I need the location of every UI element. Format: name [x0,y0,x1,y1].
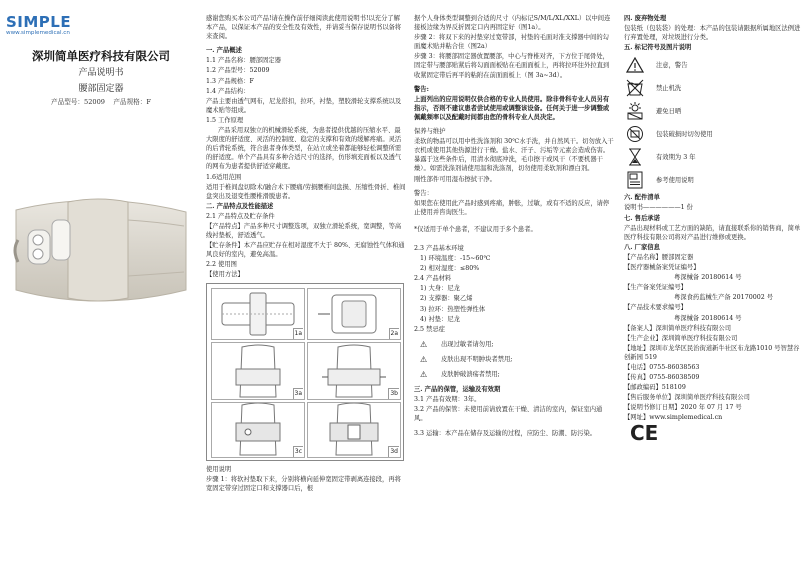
info-tel: 【电话】0755-86038563 [624,363,700,371]
section-5-title: 五. 标记符号及图片说明 [624,44,692,52]
figure-3a-label: 3a [294,390,302,398]
figure-1a [211,288,305,340]
brand-url: www.simplemedical.cn [6,30,70,36]
figure-3b-drawing [308,343,400,399]
contra-text-2: 皮肤出现不明肿块者禁用; [441,355,513,363]
info-reg-value: 粤深械备 20180614 号 [674,274,742,282]
info-date: 【说明书修订日期】2020 年 07 月 17 号 [624,404,742,412]
usage-step-1: 步骤 1：将软衬垫取下来，分别将横向延伸宽固定带剥离连接段，再将宽固定带穿过固定口和支撑器口后，根 [206,475,401,492]
s1-6: 1.6适用范围 [206,173,242,181]
brand-logo: SIMPLE [6,13,72,31]
info-name: 【产品名称】腰部固定器 [624,253,694,261]
product-title: 腰部固定器 [78,84,124,94]
section-4-title: 四. 废弃物处理 [624,15,667,22]
warning-text: 上面列出的应用说明仅供合格的专业人员使用。除非骨科专业人员另有指示，否则不建议患者尝试使用或调整该设备。任何关于进一步调整或佩戴频率以及配戴时间都由您的骨科专业人员决定。 [414,95,610,121]
info-req-value: 粤深械备 20180614 号 [674,314,742,322]
note-title: 警告： [414,189,433,197]
c3-p2: 步骤 2：将双下来的衬垫穿过宽带部，衬垫的毛面对准支撑器中间的勾面魔术贴并粘合住（图2a） [414,34,609,51]
warning-triangle-icon: ⚠ [420,370,428,380]
figure-3a-drawing [212,343,304,399]
doc-title: 产品说明书 [78,68,124,78]
s2-1-b: 【贮存条件】本产品应贮存在相对湿度不大于 80%、无腐蚀性气体和通风良好的室内，避免高温。 [206,242,405,259]
info-website: 【网址】www.simplemedical.cn [624,414,723,422]
figure-3a [211,342,305,400]
care-text-2: 刚性部件可用湿布擦拭干净。 [414,175,496,183]
s1-4-text: 产品主要由透气网布，尼龙搭扣，拉环，衬垫，塑胶滑轮支撑系统以及魔术贴等组成。 [206,97,402,114]
care-title: 保养与维护 [414,128,446,136]
section-8-title: 八. 厂家信息 [624,243,660,251]
s1-4: 1.4 产品结构： [206,87,250,95]
book-icon [624,171,646,189]
s1-2: 1.2 产品型号：52009 [206,67,270,75]
cover-column [6,14,196,107]
section-6-title: 六. 配件清单 [624,194,660,202]
figure-3b [307,342,401,400]
s7-text: 产品出现材料或工艺方面的缺陷，请直接联系你的销售商，简单医疗科技有限公司将对产品进行维修或更换。 [624,224,801,241]
s2-1-a: 【产品特点】产品多种尺寸调整选项，双独立滑轮系统，宽调整，等高线衬垫板，舒适透气。 [206,222,402,240]
s3-2: 3.2 产品的保管：未使用前请放置在干燥、清洁的室内，保证室内通风。 [414,406,603,423]
hourglass-icon [624,148,646,166]
info-address: 【地址】深圳市龙华区民治街道新牛社区布龙路1010 号智慧谷创新园 519 [624,344,800,361]
model-label: 产品型号：52009 [51,98,105,106]
s2-4-1: 1) 大身：尼龙 [420,285,460,293]
symbol-caution-label: 注意，警告 [656,61,688,69]
company-name: 深圳简单医疗科技有限公司 [32,49,170,63]
care-text: 柔软的物品可以用中性洗涤剂和 30℃水手洗，并自然风干。切勿放入干衣机或使用其他热源进行干燥。盐水、汗子、污垢等元素会造成伤害。暴露于这些条件后，用清水彻底冲洗，毛巾擦干或风干（不要机器干燥）。如需洗涤剂请使用温和洗涤剂，切勿使用柔软剂和漂白剂。 [414,138,614,173]
contraindication-2 [420,355,614,364]
model-line [6,98,196,107]
method-label: 【使用方法】 [206,271,244,279]
s1-1: 1.1 产品名称：腰部固定器 [206,57,281,65]
figure-3c-label: 3c [294,448,302,456]
info-reg-label: 【医疗器械备案凭证编号】 [624,264,700,272]
symbol-instructions-label: 参考使用说明 [656,176,694,184]
caution-icon [624,56,646,74]
symbol-caution [624,55,802,75]
s1-5: 1.5 工作原理 [206,116,244,124]
spec-label: 产品规格：F [113,98,151,106]
s2-4-4: 4) 衬垫：尼龙 [420,315,460,323]
usage-title: 使用说明 [206,465,232,473]
usage-figures [206,283,404,461]
info-zip: 【邮政编码】518109 [624,384,686,392]
figure-2a [307,288,401,340]
s2-4: 2.4 产品材料 [414,275,452,283]
contra-text-3: 皮肤肿破溃疡者禁用; [441,371,500,378]
info-fax: 【传真】0755-86038509 [624,374,700,382]
note-text: 如果您在使用此产品时感到疼痛，肿胀，过敏，或有不适的反应，请停止使用并咨询医生。 [414,199,610,216]
c3-p1: 据个人身体类型调整到合适的尺寸（内标记S/M/L/XL/XXL）以中间连接板边缘为界反折固定口内再固定好（图1a）。 [414,15,611,32]
section-3-title: 三. 产品的保管，运输及有效期 [414,386,501,394]
s4-text: 包装纸（包装袋）的处理：本产品的包装请跟据所属地区法例进行弃置处理，对垃圾进行分类。 [624,25,801,42]
instructions-column [414,14,614,440]
figure-3d-label: 3d [390,448,398,456]
info-service: 【售后服务单位】深圳简单医疗科技有限公司 [624,394,750,402]
intro-text: 感谢您购买本公司产品!请在操作前仔细阅读此使用说明书!以充分了解本产品，以保证本产品的安全性及有效性，并请妥当保存说明书以备将来查阅。 [206,15,402,41]
contraindication-3 [420,370,614,379]
symbol-damaged-package-label: 包装破损时切勿使用 [656,130,713,138]
warning-triangle-icon: ⚠ [420,354,428,364]
single-patient-note: *仅适用于单个患者，不建议用于多个患者。 [414,225,537,233]
s2-5: 2.5 禁忌症 [414,325,445,333]
contraindication-1 [420,340,614,349]
s3-1: 3.1 产品有效期：3年。 [414,396,481,404]
s1-6-text: 适用于椎间盘切除术/融合术下腰痛/劳损腰椎间盘损、压缩性骨折、椎间盘突出及退变性腰椎滑脱患者。 [206,183,406,200]
figure-2a-drawing [308,289,400,339]
symbol-expiry-label: 有效期为 3 年 [656,153,696,161]
s6-text: 说明书——————1 份 [624,204,693,212]
s2-1: 2.1 产品特点及贮存条件 [206,212,275,220]
warning-triangle-icon: ⚠ [420,339,428,349]
section-2-title: 二. 产品特点及性能描述 [206,202,274,210]
section-7-title: 七. 售后承诺 [624,214,660,222]
overview-column [206,14,406,494]
ce-mark: CE [630,420,659,445]
figure-1a-drawing [212,289,304,339]
section-1-title: 一. 产品概述 [206,47,242,55]
info-prod-label: 【生产备案凭证编号】 [624,284,687,292]
symbol-avoid-sun [624,101,802,121]
damaged-package-icon [624,125,646,143]
info-maker: 【生产企业】深圳简单医疗科技有限公司 [624,334,738,342]
figure-3d [307,402,401,458]
s1-3: 1.3 产品规格：F [206,77,254,85]
s2-4-2: 2) 支撑器：聚乙烯 [420,295,473,303]
warning-title: 警告: [414,85,429,93]
figure-3c [211,402,305,458]
s1-5-text: 产品采用双独立的机械滑轮系统，为患者提供优越的压缩水平、最大限度的舒适度、灵活的控制度、稳定的支撑和有效的缓解疼痛。灵活的后背轮系统，符合患者身体类型，在站立或坐着都能够轻松调整所需的舒适度。单个产品具有多种合适尺寸的选择，仿形填充面板以及透气的网布为患者提供舒适穿戴度。 [206,127,402,171]
info-column [624,14,802,445]
figure-3b-label: 3b [390,390,398,398]
symbol-avoid-sun-label: 避免日晒 [656,107,682,115]
info-req-label: 【产品技术要求编号】 [624,304,687,312]
s3-3: 3.3 运输：本产品在储存及运输的过程，应防尘、防潮、防污染。 [414,430,597,438]
s2-2: 2.2 使用图 [206,261,237,269]
contra-text-1: 出现过敏者请勿用; [441,340,494,348]
s2-3: 2.3 产品基本环境 [414,244,464,252]
symbol-no-machine-wash-label: 禁止机洗 [656,84,682,92]
s2-3-2: 2) 相对湿度：≤80% [420,265,480,273]
no-machine-wash-icon [624,79,646,97]
figure-3d-drawing [308,403,400,457]
info-filer: 【备案人】深圳简单医疗科技有限公司 [624,324,732,332]
figure-3c-drawing [212,403,304,457]
symbol-damaged-package [624,124,802,144]
c3-p3: 步骤 3：将腰部固定器放置腰部，中心与脊椎对齐，下方位于尾骨处，固定带与腰部贴紧后将勾面面板贴在毛面面板上，再将拉环往外拉直到收紧固定带后再平的粘附在前面面板上（图 3a~3d）。 [414,53,610,79]
product-image [8,190,194,310]
info-prod-value: 粤深食药监械生产备 20170002 号 [674,294,774,302]
symbol-instructions [624,170,802,190]
symbol-expiry [624,147,802,167]
symbol-no-machine-wash [624,78,802,98]
figure-2a-label: 2a [390,330,398,338]
s2-3-1: 1) 环境温度：-15~60℃ [420,255,491,263]
sun-icon [624,102,646,120]
figure-1a-label: 1a [294,330,302,338]
s2-4-3: 3) 拉环：热塑性弹性体 [420,305,486,313]
